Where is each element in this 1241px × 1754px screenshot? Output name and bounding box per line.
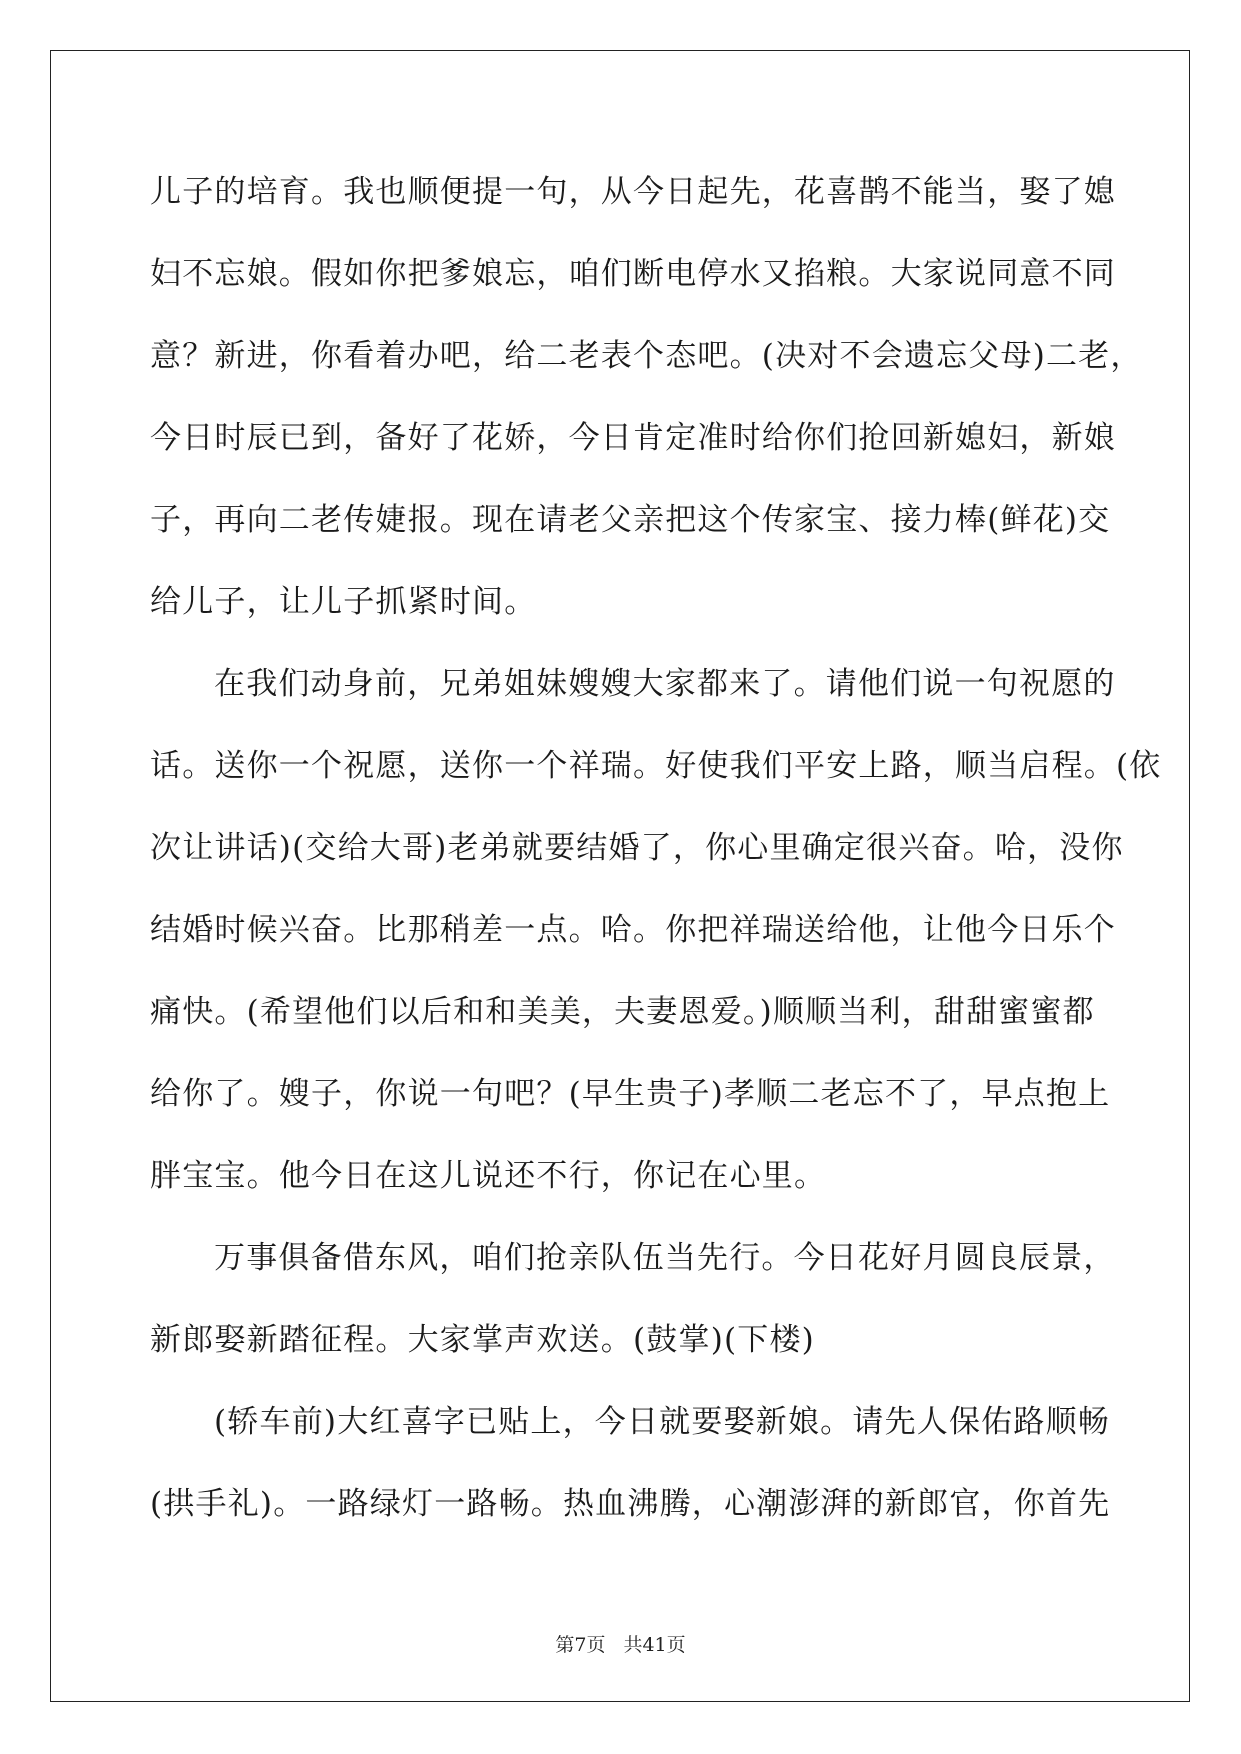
text-line: 妇不忘娘。假如你把爹娘忘，咱们断电停水又掐粮。大家说同意不同: [150, 256, 1116, 292]
text-line: 给你了。嫂子，你说一句吧？(早生贵子)孝顺二老忘不了，早点抱上: [150, 1076, 1111, 1112]
text-line: 今日时辰已到，备好了花娇，今日肯定准时给你们抢回新媳妇，新娘: [150, 420, 1116, 456]
text-line: (拱手礼)。一路绿灯一路畅。热血沸腾，心潮澎湃的新郎官，你首先: [150, 1486, 1111, 1522]
text-line: 次让讲话)(交给大哥)老弟就要结婚了，你心里确定很兴奋。哈，没你: [150, 830, 1124, 866]
page-footer: [0, 1630, 1241, 1657]
text-line: 话。送你一个祝愿，送你一个祥瑞。好使我们平安上路，顺当启程。(依: [150, 748, 1162, 784]
text-line: 子，再向二老传婕报。现在请老父亲把这个传家宝、接力棒(鲜花)交: [150, 502, 1111, 538]
text-line: 新郎娶新踏征程。大家掌声欢送。(鼓掌)(下楼): [150, 1322, 815, 1358]
page-total: 共41页: [623, 1634, 686, 1656]
text-line: 结婚时候兴奋。比那稍差一点。哈。你把祥瑞送给他，让他今日乐个: [150, 912, 1116, 948]
text-line: 儿子的培育。我也顺便提一句，从今日起先，花喜鹊不能当，娶了媳: [150, 174, 1116, 210]
paragraph-start-line: (轿车前)大红喜字已贴上，今日就要娶新娘。请先人保佑路顺畅: [214, 1404, 1110, 1440]
text-line: 胖宝宝。他今日在这儿说还不行，你记在心里。: [150, 1158, 827, 1194]
page-number: 第7页: [555, 1634, 606, 1656]
text-line: 意？新进，你看着办吧，给二老表个态吧。(决对不会遗忘父母)二老，: [150, 338, 1143, 374]
text-line: 痛快。(希望他们以后和和美美，夫妻恩爱。)顺顺当利，甜甜蜜蜜都: [150, 994, 1095, 1030]
paragraph-start-line: 在我们动身前，兄弟姐妹嫂嫂大家都来了。请他们说一句祝愿的: [214, 666, 1116, 702]
text-line: 给儿子，让儿子抓紧时间。: [150, 584, 537, 620]
paragraph-start-line: 万事俱备借东风，咱们抢亲队伍当先行。今日花好月圆良辰景，: [214, 1240, 1116, 1276]
document-body: [150, 162, 1162, 1556]
